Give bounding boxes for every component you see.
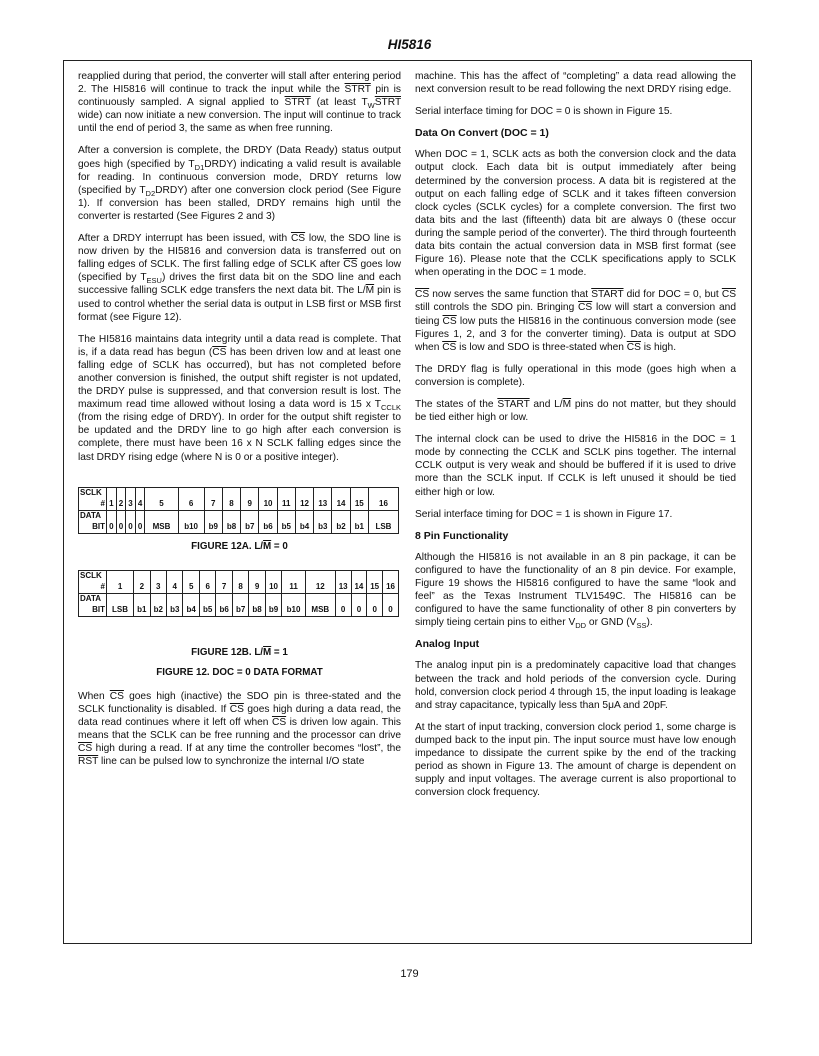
paragraph: The analog input pin is a predominately capacitive load that changes between the track and hold periods of the conversion cycle. During hold, conversion clock period 4 through 15, the input loading is leakage and stray capacitance, typically less than 5μA and 20pF. [415, 660, 736, 711]
figure-12b-caption: FIGURE 12B. $L/\overline{M} = 1$ [191, 646, 288, 658]
fig-bit-cell: b8 [222, 522, 240, 534]
fig-bit-cell: b5 [199, 605, 215, 617]
fig-bit-cell: b8 [249, 605, 265, 617]
fig-bit-cell-top [295, 510, 313, 522]
fig-sclk-cell-top [150, 570, 166, 582]
fig-bit-cell: b10 [178, 522, 204, 534]
fig-bit-cell-top [249, 593, 265, 605]
fig-bit-cell-top [183, 593, 199, 605]
page-number: 179 [400, 968, 419, 980]
fig-bit-cell: 0 [367, 605, 383, 617]
row-label: # [79, 582, 107, 594]
fig-bit-cell-top [265, 593, 281, 605]
fig-bit-cell: b7 [241, 522, 259, 534]
fig-sclk-cell-top [314, 487, 332, 499]
fig-bit-cell-top [332, 510, 350, 522]
fig-sclk-cell-top [305, 570, 335, 582]
fig-sclk-cell-top [368, 487, 398, 499]
fig-bit-cell: b1 [134, 605, 150, 617]
paragraph: When DOC = 1, SCLK acts as both the conversion clock and the data output clock. Each data bit is output immediately after being determined by the conversion process. A data bit is registered at the output on each falling edge of SCLK and it takes fifteen conversion clock cycles (SCLK cycles) for a complete conversion. The first two data bits and the last (fifteenth) data bit are always 0 (these occur during the sample period of the converter). The third through fourteenth data bits contain the actual conversion data in MSB first format (see Figure 16). Please note that the CCLK specifications apply to SCLK when operating in the DOC = 1 mode. [415, 149, 736, 279]
fig-sclk-cell-top [350, 487, 368, 499]
fig-sclk-cell-top [222, 487, 240, 499]
fig-bit-cell-top [241, 510, 259, 522]
fig-bit-cell: b4 [295, 522, 313, 534]
fig-sclk-cell: 11 [282, 582, 306, 594]
fig-bit-cell: MSB [145, 522, 178, 534]
section-heading: 8 Pin Functionality [415, 529, 509, 542]
fig-bit-cell: b3 [167, 605, 183, 617]
fig-bit-cell-top [107, 510, 117, 522]
section-heading: Data On Convert (DOC = 1) [415, 127, 549, 140]
fig-bit-cell-top [178, 510, 204, 522]
fig-sclk-cell-top [249, 570, 265, 582]
paragraph: Serial interface timing for DOC = 0 is shown in Figure 15. [415, 106, 673, 118]
fig-sclk-cell: 5 [183, 582, 199, 594]
fig-bit-cell: MSB [305, 605, 335, 617]
fig-sclk-cell: 12 [305, 582, 335, 594]
fig-bit-cell-top [135, 510, 145, 522]
fig-sclk-cell-top [367, 570, 383, 582]
fig-bit-cell-top [335, 593, 351, 605]
fig-bit-cell: b7 [232, 605, 248, 617]
fig-bit-cell: b9 [204, 522, 222, 534]
fig-sclk-cell-top [216, 570, 232, 582]
fig-sclk-cell-top [107, 487, 117, 499]
fig-sclk-cell: 13 [335, 582, 351, 594]
fig-sclk-cell: 6 [178, 499, 204, 511]
fig-sclk-cell-top [277, 487, 295, 499]
figure-12a-caption: FIGURE 12A. $L/\overline{M} = 0$ [191, 540, 288, 552]
row-label: # [79, 499, 107, 511]
fig-sclk-cell: 3 [150, 582, 166, 594]
paragraph: After a conversion is complete, the DRDY (Data Ready) status output goes high (specified by $T_{D1}DRDY$) indicating a valid result is available for reading. In continuous conversion mode, DRDY returns low (specified by $T_{D2}DRDY$) after one conversion clock period (See Figure 1). If conversion has been stalled, DRDY remains high until the converter is restarted (See Figures 2 and 3) [78, 145, 401, 222]
figure-12a-table [78, 487, 399, 534]
fig-bit-cell-top [232, 593, 248, 605]
fig-bit-cell: 0 [135, 522, 145, 534]
fig-bit-cell: b6 [259, 522, 277, 534]
fig-sclk-cell: 3 [126, 499, 136, 511]
fig-sclk-cell-top [335, 570, 351, 582]
fig-sclk-cell-top [295, 487, 313, 499]
fig-bit-cell-top [126, 510, 136, 522]
fig-sclk-cell-top [259, 487, 277, 499]
fig-bit-cell-top [134, 593, 150, 605]
fig-bit-cell-top [259, 510, 277, 522]
fig-bit-cell: b1 [350, 522, 368, 534]
fig-sclk-cell: 16 [383, 582, 399, 594]
fig-sclk-cell-top [199, 570, 215, 582]
paragraph: After a DRDY interrupt has been issued, with $\overline{CS}$ low, the SDO line is now driven by the HI5816 and conversion data is transferred out on falling edges of SCLK. The first falling edge of SCLK after $\overline{CS}$ goes low (specified by $T_{ESU}$) drives the first data bit on the SDO line and each successive falling SCLK edge transfers the next data bit. The $L/\overline{M}$ pin is used to control whether the serial data is output in LSB first or MSB first format (see Figure 12). [78, 233, 401, 323]
fig-bit-cell-top [368, 510, 398, 522]
fig-sclk-cell: 15 [350, 499, 368, 511]
fig-bit-cell-top [314, 510, 332, 522]
fig-sclk-cell-top [183, 570, 199, 582]
fig-sclk-cell: 8 [232, 582, 248, 594]
fig-sclk-cell-top [116, 487, 126, 499]
fig-bit-cell: b3 [314, 522, 332, 534]
paragraph: Serial interface timing for DOC = 1 is shown in Figure 17. [415, 508, 673, 520]
fig-sclk-cell: 7 [204, 499, 222, 511]
paragraph: The DRDY flag is fully operational in this mode (goes high when a conversion is complete). [415, 363, 736, 388]
fig-bit-cell: 0 [335, 605, 351, 617]
fig-sclk-cell: 7 [216, 582, 232, 594]
fig-bit-cell: b5 [277, 522, 295, 534]
paragraph: At the start of input tracking, conversion clock period 1, some charge is dumped back to the input pin. The input source must have low enough impedance to dissipate the current spike by the end of the tracking period as shown in Figure 13. The amount of charge is dependent on supply and input voltages. The average current is also proportional to conversion clock frequency. [415, 721, 736, 799]
fig-bit-cell-top [351, 593, 367, 605]
fig-sclk-cell-top [351, 570, 367, 582]
fig-bit-cell-top [150, 593, 166, 605]
fig-sclk-cell-top [204, 487, 222, 499]
fig-bit-cell-top [199, 593, 215, 605]
paragraph: The internal clock can be used to drive the HI5816 in the DOC = 1 mode by connecting the CCLK and SCLK pins together. The internal CCLK output is very weak and should be buffered if it is used to drive more than the SCLK input. If CCLK is left unused it should be tied either high or low. [415, 434, 736, 498]
fig-sclk-cell: 9 [249, 582, 265, 594]
fig-bit-cell-top [222, 510, 240, 522]
fig-sclk-cell: 11 [277, 499, 295, 511]
fig-bit-cell: b2 [332, 522, 350, 534]
fig-bit-cell: b2 [150, 605, 166, 617]
fig-sclk-cell: 1 [107, 499, 117, 511]
fig-sclk-cell-top [232, 570, 248, 582]
fig-sclk-cell: 4 [135, 499, 145, 511]
row-label: BIT [79, 605, 107, 617]
fig-sclk-cell-top [134, 570, 150, 582]
paragraph: When $\overline{CS}$ goes high (inactive) the SDO pin is three-stated and the SCLK functionality is disabled. If $\overline{CS}$ goes high during a data read, the data read continues where it left off when $\overline{CS}$ is driven low again. This means that the SCLK can be free running and the processor can drive $\overline{CS}$ high during a read. If at any time the controller becomes “lost”, the $\overline{RST}$ line can be pulsed low to synchronize the internal I/O state [78, 690, 401, 768]
fig-sclk-cell: 13 [314, 499, 332, 511]
fig-sclk-cell-top [135, 487, 145, 499]
fig-bit-cell-top [116, 510, 126, 522]
fig-sclk-cell-top [167, 570, 183, 582]
fig-bit-cell: 0 [116, 522, 126, 534]
fig-bit-cell: LSB [107, 605, 134, 617]
fig-bit-cell: b10 [282, 605, 306, 617]
row-label: SCLK [79, 487, 107, 499]
fig-sclk-cell: 12 [295, 499, 313, 511]
row-label: DATA [79, 510, 107, 522]
fig-bit-cell-top [383, 593, 399, 605]
fig-sclk-cell: 14 [351, 582, 367, 594]
fig-sclk-cell: 5 [145, 499, 178, 511]
figure-12-caption: FIGURE 12. DOC = 0 DATA FORMAT [156, 666, 323, 678]
row-label: SCLK [79, 570, 107, 582]
fig-sclk-cell: 10 [265, 582, 281, 594]
fig-sclk-cell: 6 [199, 582, 215, 594]
figure-12b-table [78, 570, 399, 617]
left-column [78, 70, 401, 777]
fig-sclk-cell: 9 [241, 499, 259, 511]
fig-bit-cell-top [305, 593, 335, 605]
fig-bit-cell-top [216, 593, 232, 605]
row-label: BIT [79, 522, 107, 534]
section-heading: Analog Input [415, 638, 480, 651]
right-column [415, 70, 736, 808]
fig-sclk-cell-top [241, 487, 259, 499]
paragraph: The HI5816 maintains data integrity until a data read is complete. That is, if a data read has begun ($\overline{CS}$ has been driven low and at least one falling edge of SCLK has occurred), but has not completed before another conversion is finished, the output shift register is not updated, the DRDY pulse is suppressed, and that conversion result is lost. The maximum read time allowed without losing a data word is 15 x $T_{CCLK}$ (from the rising edge of DRDY). In order for the output shift register to be updated and the DRDY line to go high after each conversion is complete, there must have been 16 x N SCLK falling edges since the last DRDY rising edge (where N is 0 or a positive integer). [78, 333, 401, 463]
fig-bit-cell: 0 [383, 605, 399, 617]
fig-sclk-cell-top [282, 570, 306, 582]
paragraph: machine. This has the affect of “completing” a data read allowing the next conversion result to be read following the next DRDY rising edge. [415, 71, 736, 96]
fig-sclk-cell-top [126, 487, 136, 499]
paragraph: reapplied during that period, the converter will stall after entering period 2. The HI5816 will continue to track the input while the STRT pin is continuously sampled. A signal applied to STRT (at least $T_WSTRT$ wide) can now initiate a new conversion. The input will continue to track until the end of period 3, the same as when free running. [78, 71, 401, 135]
fig-bit-cell-top [107, 593, 134, 605]
fig-sclk-cell: 14 [332, 499, 350, 511]
fig-bit-cell: LSB [368, 522, 398, 534]
fig-bit-cell-top [282, 593, 306, 605]
fig-bit-cell-top [145, 510, 178, 522]
fig-bit-cell: 0 [126, 522, 136, 534]
fig-sclk-cell: 2 [134, 582, 150, 594]
fig-sclk-cell-top [107, 570, 134, 582]
fig-sclk-cell: 1 [107, 582, 134, 594]
fig-bit-cell: 0 [107, 522, 117, 534]
fig-bit-cell: 0 [351, 605, 367, 617]
fig-bit-cell: b6 [216, 605, 232, 617]
fig-bit-cell-top [277, 510, 295, 522]
fig-sclk-cell-top [332, 487, 350, 499]
fig-sclk-cell-top [265, 570, 281, 582]
fig-sclk-cell: 8 [222, 499, 240, 511]
fig-bit-cell-top [167, 593, 183, 605]
paragraph: The states of the START and $L/\overline{M}$ pins do not matter, but they should be tied either high or low. [415, 398, 737, 424]
row-label: DATA [79, 593, 107, 605]
paragraph: Although the HI5816 is not available in an 8 pin package, it can be configured to have the functionality of an 8 pin device. For example, Figure 19 shows the HI5816 configured to have the same “look and feel” as the Texas Instrument TLV1549C. The HI5816 can be configured to have the same functionality of other 8 pin converters by simply tieing certain pins to either $V_{DD}$ or GND $(V_{SS})$. [415, 551, 736, 631]
fig-sclk-cell-top [383, 570, 399, 582]
fig-bit-cell: b9 [265, 605, 281, 617]
fig-bit-cell-top [350, 510, 368, 522]
fig-sclk-cell: 4 [167, 582, 183, 594]
fig-bit-cell-top [204, 510, 222, 522]
fig-sclk-cell: 15 [367, 582, 383, 594]
fig-bit-cell-top [367, 593, 383, 605]
fig-sclk-cell: 10 [259, 499, 277, 511]
page-header-title: HI5816 [387, 37, 432, 52]
fig-sclk-cell: 16 [368, 499, 398, 511]
fig-sclk-cell: 2 [116, 499, 126, 511]
fig-sclk-cell-top [178, 487, 204, 499]
paragraph: $\overline{CS}$ now serves the same function that START did for DOC = 0, but $\overline{CS}$ still controls the SDO pin. Bringing $\overline{CS}$ low will start a conversion and tieing $\overline{CS}$ low puts the HI5816 in the continuous conversion mode (see Figures 1, 2, and 3 for the converter timing). Data is output at SDO when $\overline{CS}$ is low and SDO is three-stated when $\overline{CS}$ is high. [415, 289, 737, 353]
fig-bit-cell: b4 [183, 605, 199, 617]
fig-sclk-cell-top [145, 487, 178, 499]
